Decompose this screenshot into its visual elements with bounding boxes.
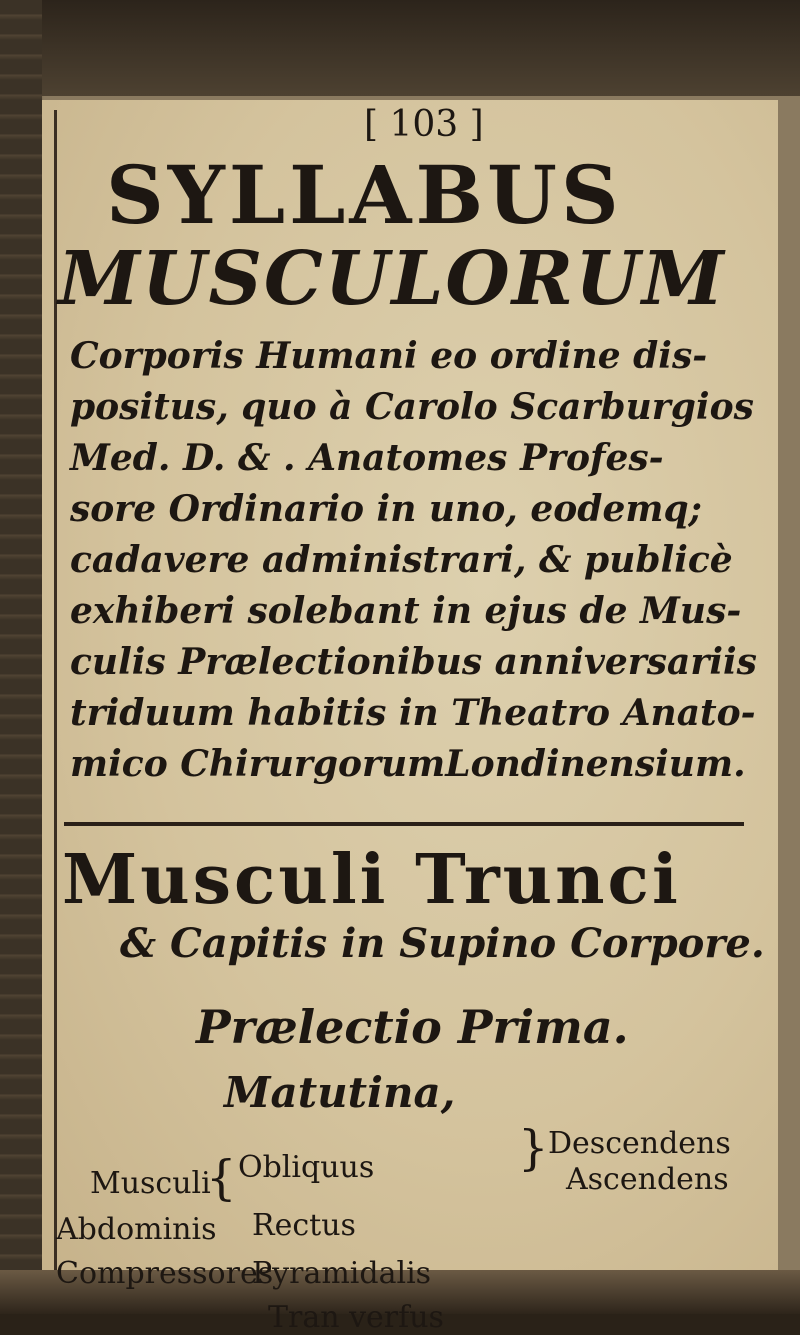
- intro-line: Corporis Humani eo ordine dis-: [70, 335, 708, 377]
- intro-line: culis Prælectionibus anniversariis: [70, 641, 757, 683]
- title-line-2: MUSCULORUM: [58, 236, 726, 322]
- section-heading: Musculi Trunci: [62, 840, 681, 920]
- title-line-1: SYLLABUS: [106, 148, 623, 242]
- brace-icon: {: [206, 1150, 237, 1206]
- table-left-abdominis: Abdominis: [56, 1212, 217, 1247]
- intro-line: positus, quo à Carolo Scarburgios: [70, 386, 754, 428]
- book-edge: [0, 0, 42, 1314]
- section-subheading: & Capitis in Supino Corpore.: [120, 920, 765, 967]
- intro-line: sore Ordinario in uno, eodemq;: [70, 488, 702, 530]
- table-mid-rectus: Rectus: [252, 1208, 356, 1243]
- table-left-compressores: Compressores: [56, 1256, 274, 1291]
- intro-line: Med. D. & . Anatomes Profes-: [70, 437, 664, 479]
- intro-line: cadavere administrari, & publicè: [70, 539, 733, 581]
- page-number: [ 103 ]: [364, 104, 484, 145]
- intro-line: mico ChirurgorumLondinensium.: [70, 743, 746, 785]
- intro-line: exhiberi solebant in ejus de Mus-: [70, 590, 742, 632]
- table-left-musculi: Musculi: [90, 1166, 211, 1201]
- intro-paragraph: [70, 330, 757, 789]
- table-mid-obliquus: Obliquus: [238, 1150, 375, 1185]
- table-right-ascendens: Ascendens: [566, 1162, 729, 1197]
- top-shadow: [0, 0, 800, 96]
- intro-line: triduum habitis in Theatro Anato-: [70, 692, 756, 734]
- table-mid-pyramidalis: Pyramidalis: [252, 1256, 432, 1291]
- lecture-time: Matutina,: [224, 1068, 456, 1117]
- brace-icon: }: [518, 1120, 549, 1176]
- table-mid-transversus: Tran verfus: [268, 1300, 444, 1335]
- lecture-title: Prælectio Prima.: [196, 1000, 629, 1054]
- divider-rule: [64, 822, 744, 826]
- table-right-descendens: Descendens: [548, 1126, 731, 1161]
- margin-rule: [54, 110, 57, 1290]
